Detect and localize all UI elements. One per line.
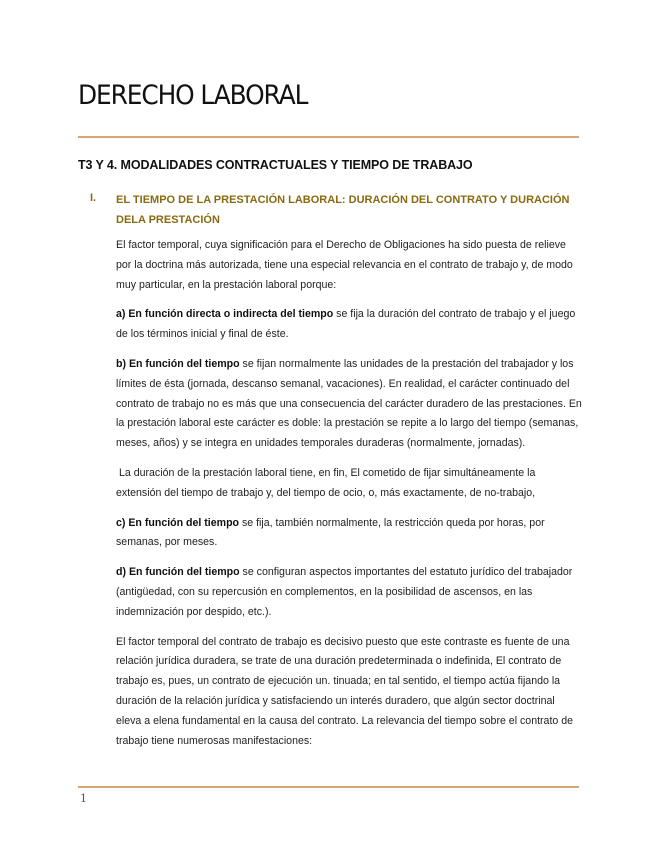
subsection-title: EL TIEMPO DE LA PRESTACIÓN LABORAL: DURACIÓN DEL CONTRATO Y DURACIÓN DELA PRESTACIÓN: [116, 194, 570, 226]
paragraph-lead: a) En función directa o indirecta del tiempo: [116, 308, 334, 321]
paragraph: El factor temporal del contrato de trabajo es decisivo puesto que este contraste es fuente de una relación jurídica duradera, se trate de una duración predeterminada o indefinida, El contrato de trabajo es, pues, un contrato de ejecución un. tinuada; en tal sentido, el tiempo actúa fijando la duración de la relación jurídica y satisfaciendo un interés duradero, que algún sector doctrinal eleva a elena fundamental en la causa del contrato. La relevancia del tiempo sobre el contrato de trabajo tiene numerosas manifestaciones:: [116, 635, 574, 747]
paragraph: a) En función directa o indirecta del tiempo se fija la duración del contrato de trabajo y el juego de los términos inicial y final de éste.: [116, 308, 576, 341]
section-title: T3 Y 4. MODALIDADES CONTRACTUALES Y TIEMPO DE TRABAJO: [78, 158, 473, 172]
paragraph-lead: d) En función del tiempo: [116, 566, 240, 579]
paragraph: c) En función del tiempo se fija, también normalmente, la restricción queda por horas, por semanas, por meses.: [116, 516, 545, 549]
title-divider: [78, 136, 579, 138]
paragraph-lead: b) En función del tiempo: [116, 357, 240, 370]
subsection-number: I.: [90, 192, 97, 204]
body-text: [116, 236, 582, 761]
document-title: DERECHO LABORAL: [78, 80, 308, 111]
paragraph: d) En función del tiempo se configuran aspectos importantes del estatuto jurídico del trabajador (antigüedad, con su repercusión en complementos, en la posibilidad de ascensos, en las indemnización por despido, etc.).: [116, 566, 573, 618]
paragraph-lead: c) En función del tiempo: [116, 516, 240, 529]
paragraph: El factor temporal, cuya significación para el Derecho de Obligaciones ha sido puesta de relieve por la doctrina más autorizada, tiene una especial relevancia en el contrato de trabajo y, de modo muy particular, en la prestación laboral porque:: [116, 239, 573, 291]
page-number: 1: [80, 792, 87, 805]
paragraph: La duración de la prestación laboral tiene, en fin, El cometido de fijar simultáneamente la extensión del tiempo de trabajo y, del tiempo de ocio, o, más exactamente, de no-trabajo,: [116, 466, 536, 499]
paragraph: b) En función del tiempo se fijan normalmente las unidades de la prestación del trabajador y los límites de ésta (jornada, descanso semanal, vacaciones). En realidad, el carácter continuado del contrato de trabajo no es más que una consecuencia del carácter duradero de las prestaciones. En la prestación laboral este carácter es doble: la prestación se repite a lo largo del tiempo (semanas, meses, años) y se integra en unidades temporales duraderas (normalmente, jornadas).: [116, 357, 582, 450]
footer-divider: [78, 786, 579, 788]
